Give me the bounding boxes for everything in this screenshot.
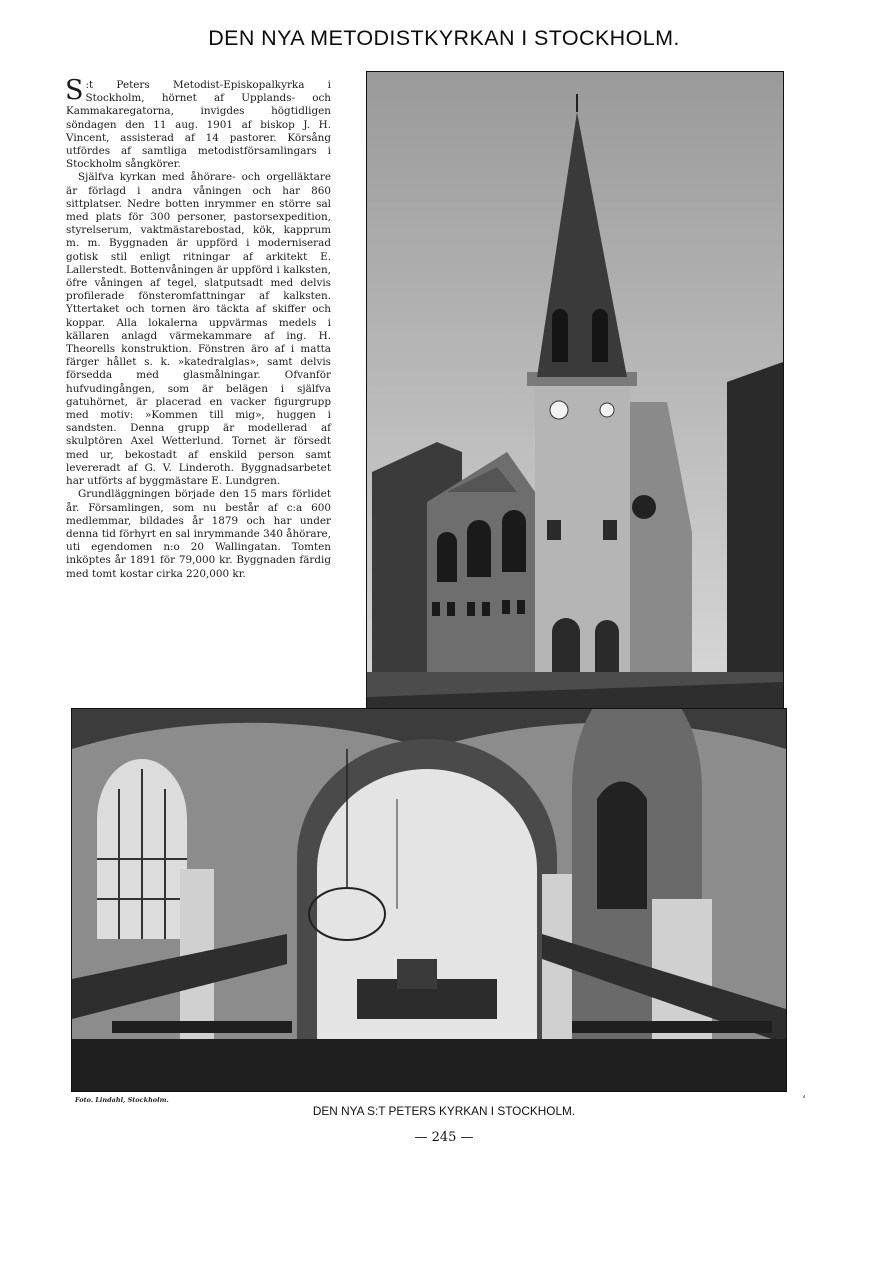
page-number: — 245 — bbox=[414, 1130, 474, 1145]
page-title: DEN NYA METODISTKYRKAN I STOCKHOLM. bbox=[208, 26, 680, 50]
article-paragraph-3: Grundläggningen började den 15 mars förlidet år. Församlingen, som nu består af c:a 600 medlemmar, bildades år 1879 och har under denna tid förhyrt en sal inrymmande 340 åhörare, uti egendomen n:o 20 Wallingatan. Tomten inköptes år 1891 för 79,000 kr. Byggnaden färdig med tomt kostar cirka 220,000 kr. bbox=[66, 488, 331, 580]
drop-cap: S bbox=[65, 75, 84, 106]
photo-caption: DEN NYA S:T PETERS KYRKAN I STOCKHOLM. bbox=[312, 1104, 576, 1118]
article-body bbox=[65, 75, 331, 581]
article-paragraph-1: S :t Peters Metodist-Episkopalkyrka i Stockholm, hörnet af Upplands- och Kammakaregatorna, invigdes högtidligen söndagen den 11 aug. 1901 af biskop J. H. Vincent, assisterad af 14 pastorer. Körsång utfördes af samtliga metodistförsamlingars i Stockholm sångkörer. bbox=[65, 75, 331, 171]
church-exterior-photo bbox=[366, 71, 784, 710]
church-interior-photo bbox=[71, 708, 787, 1092]
article-paragraph-2: Själfva kyrkan med åhörare- och orgelläktare är förlagd i andra våningen och har 860 sittplatser. Nedre botten inrymmer en större sal med plats för 300 personer, pastorsexpedition, styrelserum, vaktmästarebostad, kök, kapprum m. m. Byggnaden är uppförd i moderniserad gotisk stil enligt ritningar af arkitekt E. Lallerstedt. Bottenvåningen är uppförd i kalksten, öfre våningen af tegel, slatputsadt med delvis profilerade fönsteromfattningar af kalksten. Yttertaket och tornen äro täckta af skiffer och koppar. Alla lokalerna uppvärmas medels i källaren anlagd värmekammare af ing. H. Theorells konstruktion. Fönstren äro af i matta färger hållet s. k. »katedralglas», samt delvis försedda med glasmålningar. Ofvanför hufvudingången, som är belägen i själfva gatuhörnet, är placerad en vacker figurgrupp med motiv: »Kommen till mig», huggen i sandsten. Denna grupp är modellerad af skulptören Axel Wetterlund. Tornet är försedt med ur, bekostadt af enskild person samt levereradt af G. V. Linderoth. Byggnadsarbetet har utförts af byggmästare E. Lundgren. bbox=[66, 171, 331, 488]
photo-credit: Foto. Lindahl, Stockholm. bbox=[75, 1096, 169, 1104]
edge-mark: ʻ bbox=[802, 1093, 806, 1107]
